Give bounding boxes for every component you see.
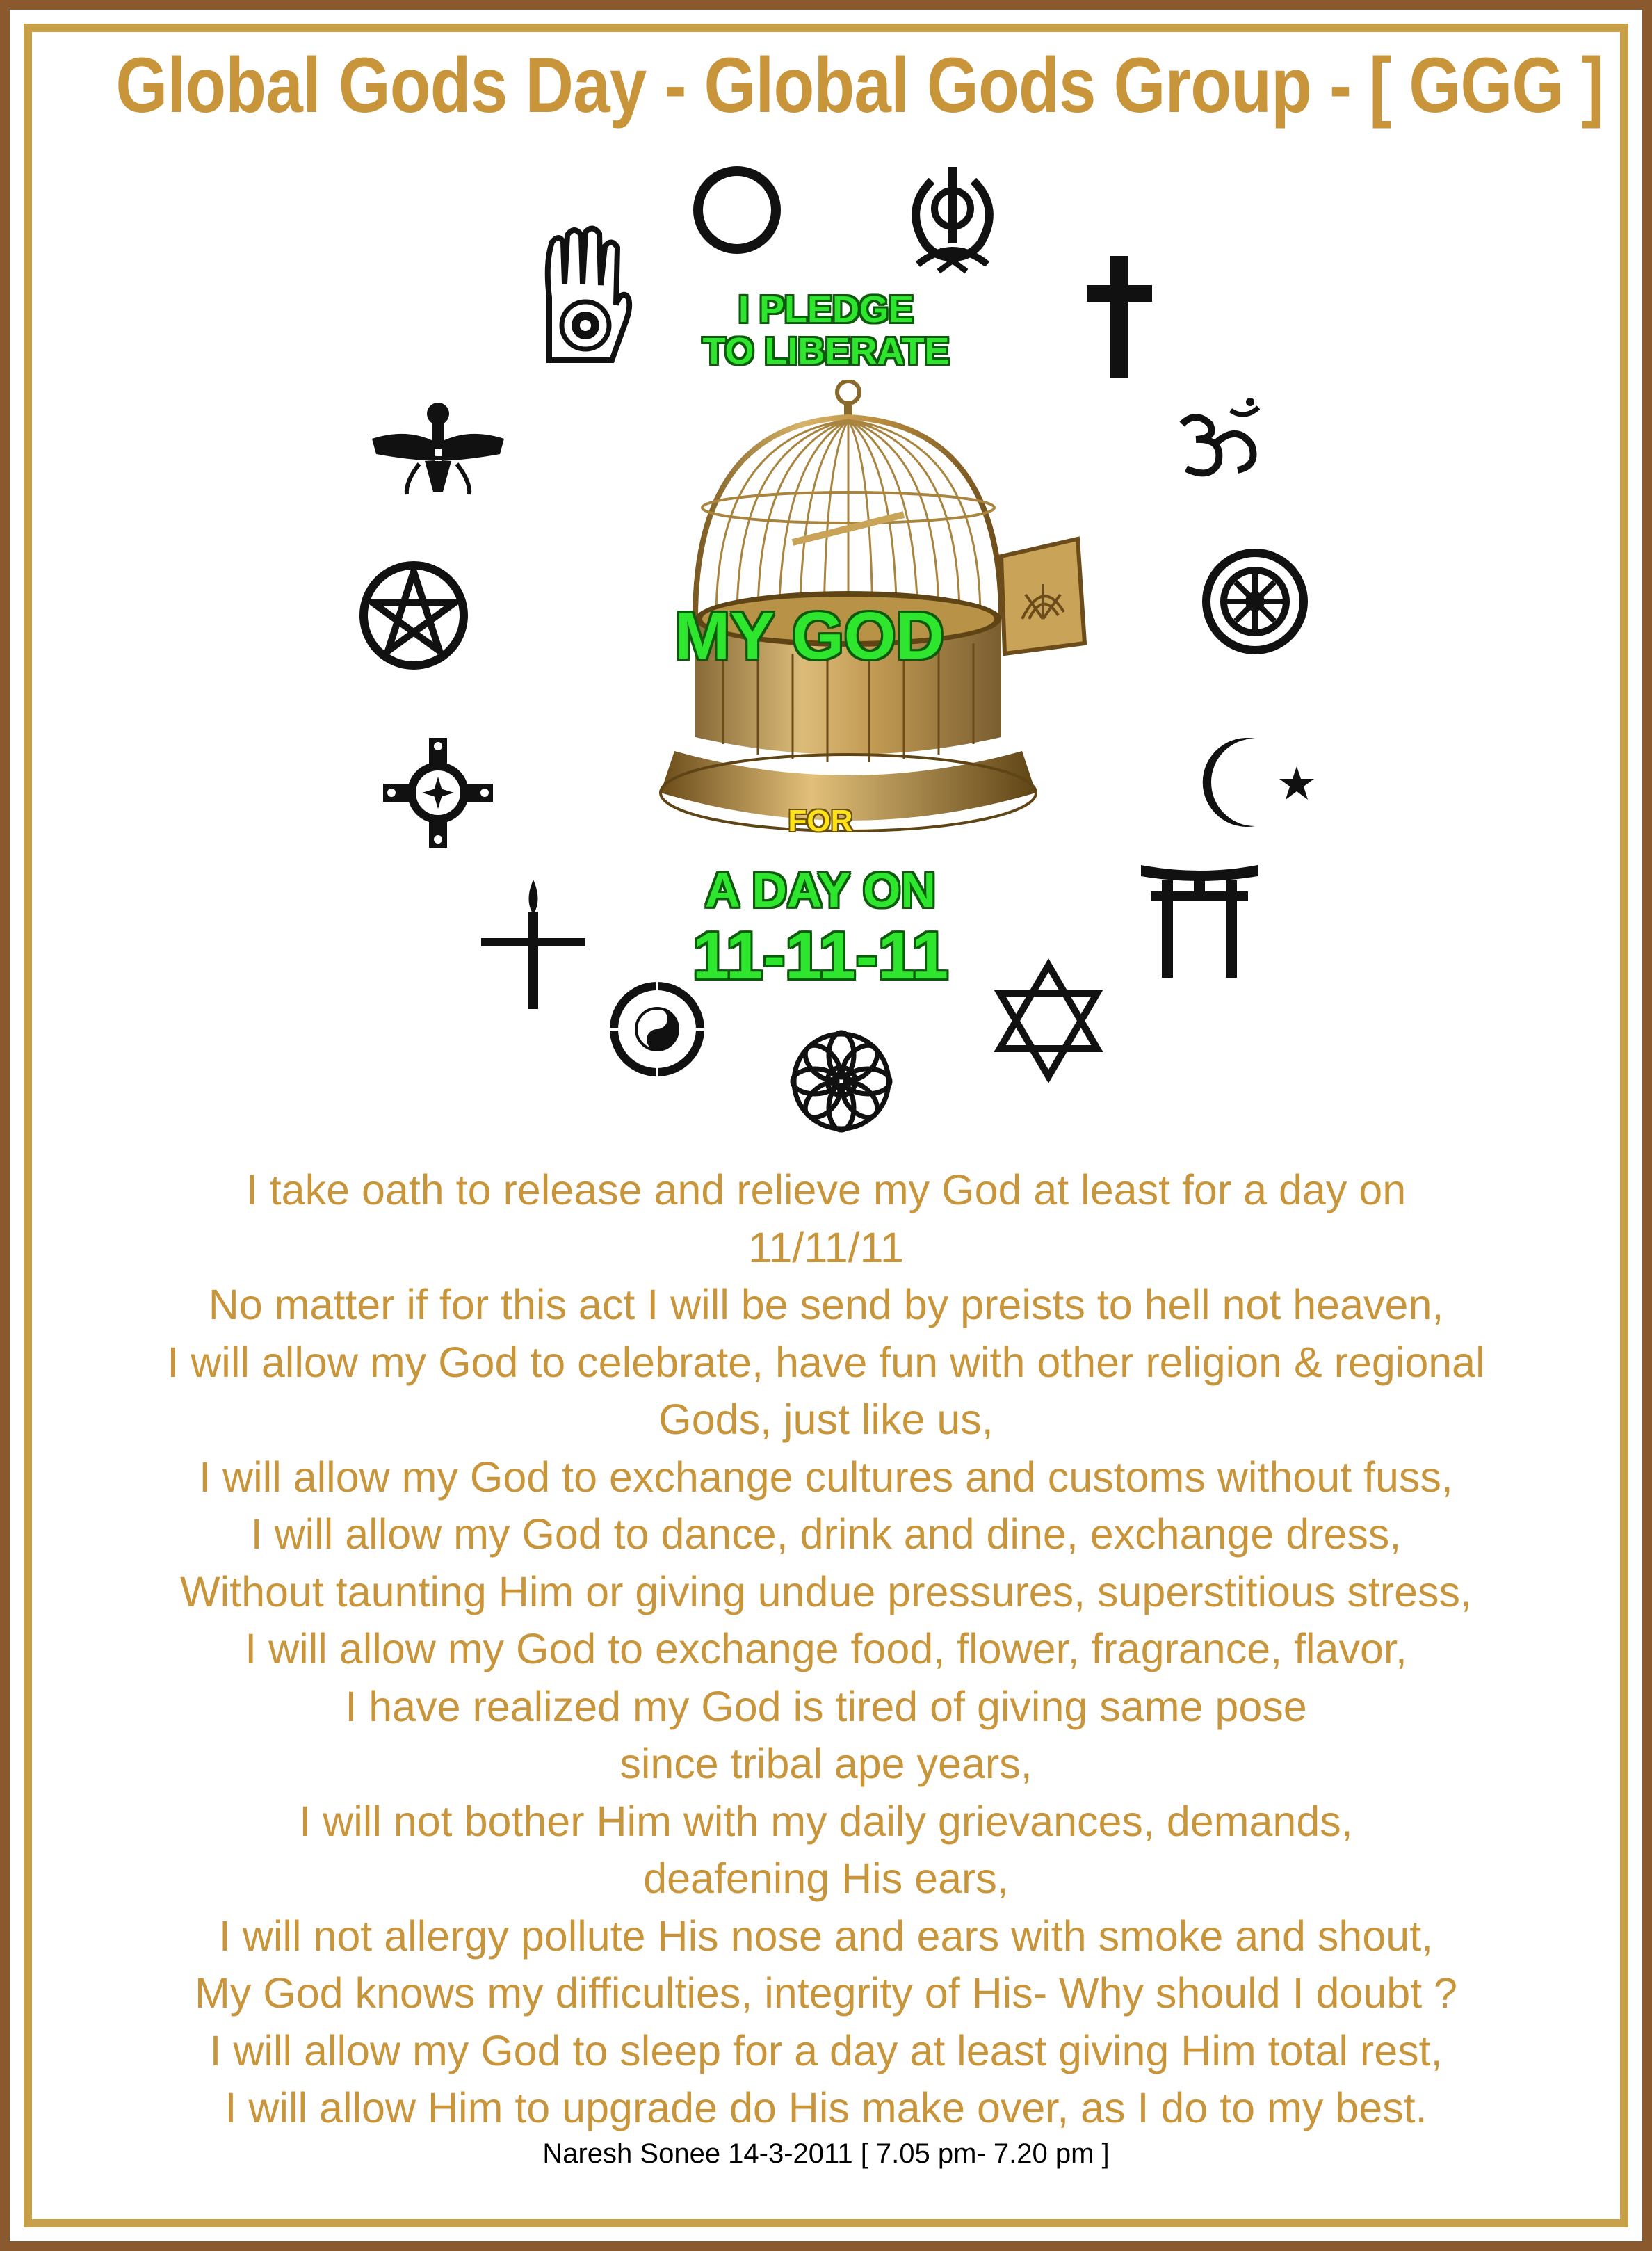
poem-line: I will allow my God to exchange food, flower, fragrance, flavor,	[245, 1625, 1407, 1672]
poem-line: I take oath to release and relieve my God at least for a day on	[245, 1166, 1407, 1213]
lotus-icon	[786, 1026, 897, 1137]
poem-line: I will allow Him to upgrade do His make over, as I do to my best.	[225, 2084, 1427, 2131]
date-text: 11-11-11	[692, 919, 949, 993]
enso-circle-icon	[688, 161, 786, 259]
poem-line: Gods, just like us,	[658, 1396, 994, 1443]
a-day-on-text: A DAY ON	[705, 863, 936, 917]
khanda-icon	[897, 160, 1008, 278]
poem-line: I will not allergy pollute His nose and ears with smoke and shout,	[218, 1912, 1434, 1960]
pledge-line-1: I PLEDGE	[738, 289, 914, 330]
pledge-line-2: TO LIBERATE	[702, 330, 950, 372]
poem-line: I will not bother Him with my daily grievances, demands,	[299, 1797, 1353, 1845]
poem-line: since tribal ape years,	[620, 1740, 1032, 1787]
poem-line: Without taunting Him or giving undue pressures, superstitious stress,	[180, 1567, 1472, 1615]
for-text: FOR	[788, 804, 853, 838]
poem-line: I have realized my God is tired of giving same pose	[345, 1682, 1307, 1730]
om-icon	[1168, 396, 1272, 487]
poem-line: deafening His ears,	[643, 1855, 1009, 1902]
poem-line: My God knows my difficulties, integrity of His- Why should I doubt ?	[194, 1969, 1458, 2017]
page-title: Global Gods Day - Global Gods Group - [ GGG ]	[115, 42, 1603, 129]
pledge-poem	[42, 1161, 1610, 2137]
poem-line: No matter if for this act I will be send by preists to hell not heaven,	[208, 1281, 1444, 1328]
poem-line: I will allow my God to sleep for a day at least giving Him total rest,	[209, 2026, 1443, 2074]
faravahar-icon	[365, 393, 511, 497]
my-god-text: MY GOD	[674, 599, 944, 673]
poem-line: I will allow my God to celebrate, have fun with other religion & regional	[167, 1338, 1485, 1386]
author-signature: Naresh Sonee 14-3-2011 [ 7.05 pm- 7.20 pm ]	[542, 2138, 1110, 2169]
poem-line: 11/11/11	[748, 1223, 904, 1271]
poem-line: I will allow my God to dance, drink and dine, exchange dress,	[250, 1510, 1402, 1558]
poem-line: I will allow my God to exchange cultures and customs without fuss,	[199, 1453, 1453, 1501]
